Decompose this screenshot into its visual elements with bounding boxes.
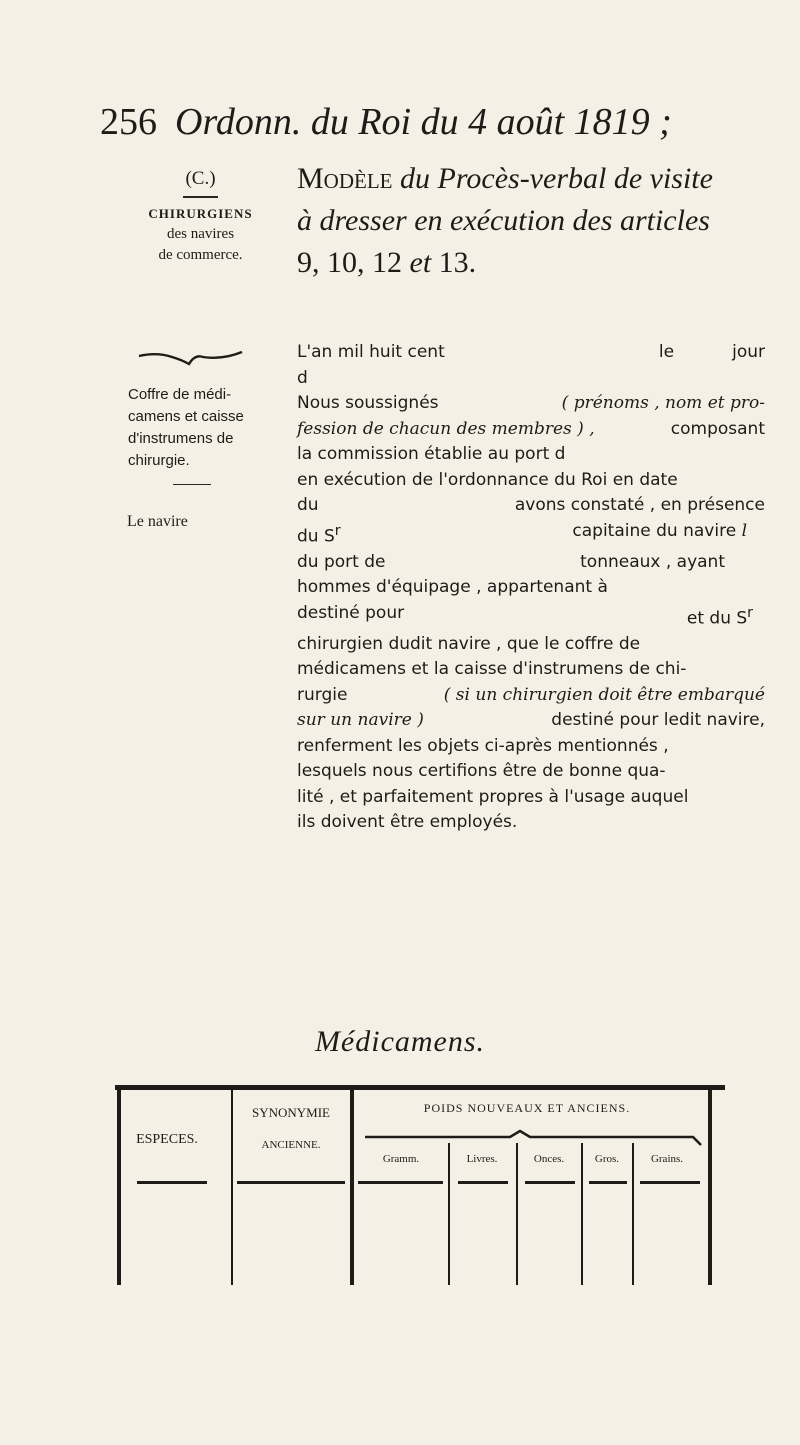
text-line: hommes d'équipage , appartenant à	[297, 577, 608, 598]
col-header-especes: ESPECES.	[136, 1132, 198, 1147]
margin-navire: Le navire	[127, 513, 188, 530]
text-line: la commission établie au port d	[297, 444, 566, 464]
column-divider	[516, 1143, 518, 1285]
section-subtitle-2: de commerce.	[158, 247, 243, 263]
text-line: rurgie ( si un chirurgien doit être embarqué	[297, 684, 765, 705]
col-header-synonymie: SYNONYMIE	[252, 1105, 330, 1120]
text-line: médicamens et la caisse d'instrumens de chi-	[297, 659, 687, 680]
text-line: du port de tonneaux , ayant	[297, 551, 725, 572]
col-header-grains: Grains.	[650, 1153, 684, 1165]
text-line: chirurgien dudit navire , que le coffre de	[297, 633, 641, 654]
col-header-onces: Onces.	[533, 1153, 565, 1165]
table-right-border	[708, 1085, 712, 1285]
text-line: destiné pour et du $S^r$	[297, 602, 753, 629]
col-header-gros: Gros.	[594, 1153, 620, 1165]
article-last: 13.	[438, 246, 477, 279]
model-title	[297, 158, 777, 284]
margin-note-line: camens et caisse	[128, 408, 244, 425]
margin-note-line: Coffre de médi-	[128, 386, 232, 403]
header-rule	[589, 1181, 627, 1184]
text-line: Nous soussignés ( prénoms , nom et pro-	[297, 393, 765, 413]
text-line: L'an mil huit cent le jour	[297, 342, 765, 362]
ornament-swash-icon	[137, 348, 247, 368]
col-header-poids: POIDS NOUVEAUX ET ANCIENS.	[423, 1101, 631, 1115]
margin-heading	[133, 168, 268, 264]
text-line: lité , et parfaitement propres à l'usage auquel	[297, 786, 689, 807]
header-rule	[525, 1181, 575, 1184]
text-line: sur un navire ) destiné pour ledit navire,	[297, 710, 765, 731]
column-divider	[448, 1143, 450, 1285]
text-line: renferment les objets ci-après mentionnés ,	[297, 735, 669, 756]
margin-note-line: chirurgie.	[128, 452, 190, 469]
text-line: du $S^r$ capitaine du navire l	[297, 520, 747, 547]
table-left-border	[117, 1085, 121, 1285]
divider	[173, 484, 211, 485]
col-header-gramm: Gramm.	[382, 1153, 420, 1165]
text-line: fession de chacun des membres ) , composant	[297, 418, 765, 439]
text-line: d	[297, 367, 308, 388]
medicamens-table	[115, 1085, 735, 1325]
header-rule	[237, 1181, 345, 1184]
brace-icon	[365, 1131, 701, 1145]
column-divider	[350, 1090, 354, 1285]
model-title-rest: du Procès-verbal de visite	[400, 162, 713, 195]
header-rule	[640, 1181, 700, 1184]
section-subtitle-1: des navires	[166, 226, 235, 242]
column-divider	[581, 1143, 583, 1285]
section-heading-medicamens: Médicamens.	[314, 1025, 486, 1058]
margin-note	[128, 384, 288, 472]
section-title: CHIRURGIENS	[148, 206, 253, 221]
column-divider	[231, 1090, 233, 1285]
running-title: Ordonn. du Roi du 4 août 1819 ;	[175, 101, 672, 143]
col-header-ancienne: ANCIENNE.	[261, 1139, 321, 1151]
text-line: du avons constaté , en présence	[297, 495, 765, 515]
margin-note-line: d'instrumens de	[128, 430, 234, 447]
section-letter: (C.)	[185, 168, 216, 189]
text-line: ils doivent être employés.	[297, 812, 518, 833]
header-rule	[358, 1181, 443, 1184]
running-header	[100, 100, 780, 150]
col-header-livres: Livres.	[466, 1153, 498, 1165]
divider	[183, 196, 218, 198]
header-rule	[458, 1181, 508, 1184]
table-top-rule	[115, 1085, 725, 1090]
model-title-line2: à dresser en exécution des articles	[297, 204, 710, 237]
text-line: lesquels nous certifions être de bonne qua-	[297, 761, 666, 782]
article-numbers: 9, 10, 12	[297, 246, 402, 279]
column-divider	[632, 1143, 634, 1285]
text-line: en exécution de l'ordonnance du Roi en date	[297, 469, 678, 490]
header-rule	[137, 1181, 207, 1184]
article-et: et	[409, 246, 432, 279]
model-word: Modèle	[297, 162, 393, 195]
body-text	[297, 340, 765, 836]
page-number: 256	[100, 101, 157, 143]
